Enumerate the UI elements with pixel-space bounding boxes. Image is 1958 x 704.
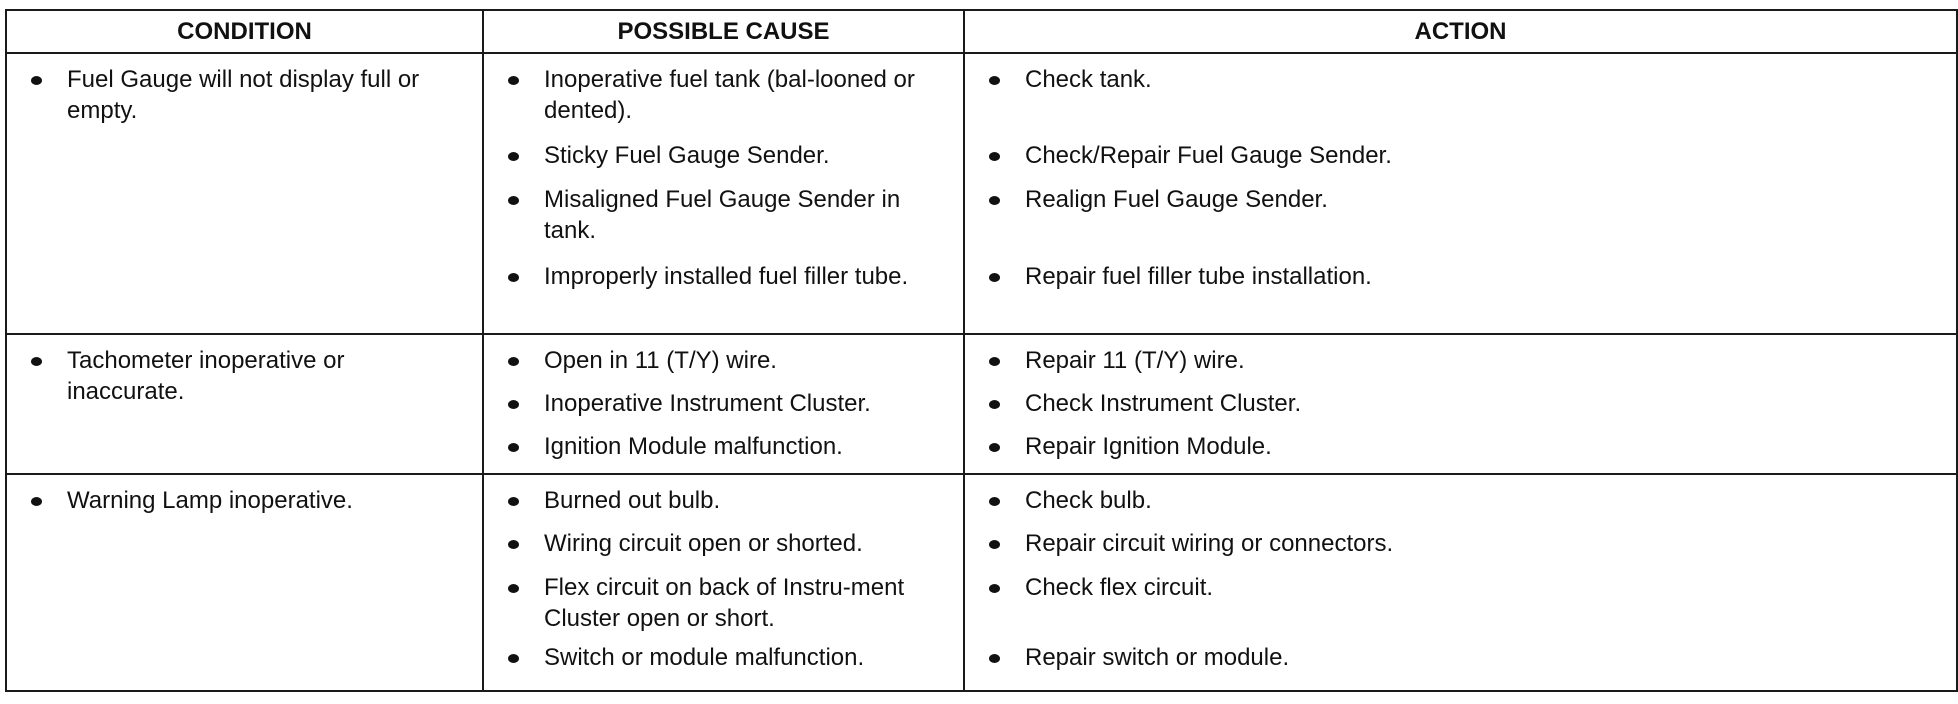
action-text: Check/Repair Fuel Gauge Sender. [1025,142,1392,169]
condition-text: Tachometer inoperative or inaccurate. [67,347,345,405]
bullet-icon [508,497,519,506]
bullet-icon [508,584,519,593]
condition-cell [6,53,483,334]
action-text: Check tank. [1025,66,1152,93]
action-text: Repair Ignition Module. [1025,433,1272,460]
bullet-icon [508,400,519,409]
cause-text: Misaligned Fuel Gauge Sender in tank. [544,186,901,244]
list-item [981,140,1942,171]
action-text: Check flex circuit. [1025,574,1214,601]
action-list [981,64,1942,323]
cause-list [500,485,949,673]
bullet-icon [508,196,519,205]
bullet-icon [989,540,1000,549]
action-text: Repair circuit wiring or connectors. [1025,530,1394,557]
action-cell [964,474,1957,691]
cause-list [500,64,949,323]
list-item [500,345,949,376]
list-item [500,140,949,171]
cause-text: Inoperative fuel tank (bal-looned or dented). [544,66,915,124]
bullet-icon [508,443,519,452]
action-cell [964,334,1957,474]
bullet-icon [989,152,1000,161]
action-text: Repair fuel filler tube installation. [1025,263,1372,290]
bullet-icon [31,76,42,85]
list-item [500,485,949,516]
table-row [6,474,1957,691]
condition-text: Warning Lamp inoperative. [67,487,353,514]
header-possible-cause: POSSIBLE CAUSE [483,10,964,53]
cause-cell [483,474,964,691]
list-item [500,642,949,673]
action-text: Repair 11 (T/Y) wire. [1025,347,1245,374]
action-list [981,485,1942,673]
cause-cell [483,334,964,474]
action-text: Repair switch or module. [1025,644,1290,671]
bullet-icon [508,152,519,161]
list-item [981,485,1942,516]
bullet-icon [508,540,519,549]
cause-list [500,345,949,462]
list-item [981,345,1942,376]
list-item [981,184,1942,246]
list-item [500,261,949,323]
condition-item [23,64,468,126]
cause-text: Burned out bulb. [544,487,721,514]
condition-cell [6,474,483,691]
list-item [981,572,1942,634]
bullet-icon [31,497,42,506]
cause-text: Flex circuit on back of Instru-ment Cluster open or short. [544,574,905,632]
header-row [6,10,1957,53]
list-item [981,431,1942,462]
bullet-icon [989,497,1000,506]
bullet-icon [989,357,1000,366]
cause-text: Improperly installed fuel filler tube. [544,263,909,290]
cause-text: Open in 11 (T/Y) wire. [544,347,777,374]
diagnosis-table [5,9,1958,692]
condition-list [23,345,468,407]
action-cell [964,53,1957,334]
bullet-icon [989,443,1000,452]
header-action: ACTION [964,10,1957,53]
condition-cell [6,334,483,474]
bullet-icon [989,273,1000,282]
bullet-icon [989,196,1000,205]
bullet-icon [508,273,519,282]
cause-text: Ignition Module malfunction. [544,433,843,460]
condition-list [23,64,468,126]
list-item [981,261,1942,323]
bullet-icon [989,400,1000,409]
table-row [6,334,1957,474]
list-item [981,528,1942,559]
condition-item [23,345,468,407]
cause-text: Inoperative Instrument Cluster. [544,390,871,417]
action-text: Check Instrument Cluster. [1025,390,1302,417]
list-item [981,388,1942,419]
cause-text: Switch or module malfunction. [544,644,865,671]
action-list [981,345,1942,462]
list-item [500,64,949,126]
cause-text: Sticky Fuel Gauge Sender. [544,142,830,169]
bullet-icon [508,76,519,85]
bullet-icon [989,654,1000,663]
table-header [6,10,1957,53]
action-text: Check bulb. [1025,487,1152,514]
table-row [6,53,1957,334]
bullet-icon [989,584,1000,593]
header-condition: CONDITION [6,10,483,53]
bullet-icon [31,357,42,366]
condition-text: Fuel Gauge will not display full or empty. [67,66,420,124]
bullet-icon [508,357,519,366]
action-text: Realign Fuel Gauge Sender. [1025,186,1328,213]
list-item [500,388,949,419]
cause-text: Wiring circuit open or shorted. [544,530,863,557]
list-item [500,528,949,559]
list-item [500,431,949,462]
list-item [981,64,1942,126]
bullet-icon [508,654,519,663]
list-item [981,642,1942,673]
cause-cell [483,53,964,334]
list-item [500,572,949,634]
condition-item [23,485,468,516]
condition-list [23,485,468,516]
bullet-icon [989,76,1000,85]
list-item [500,184,949,246]
